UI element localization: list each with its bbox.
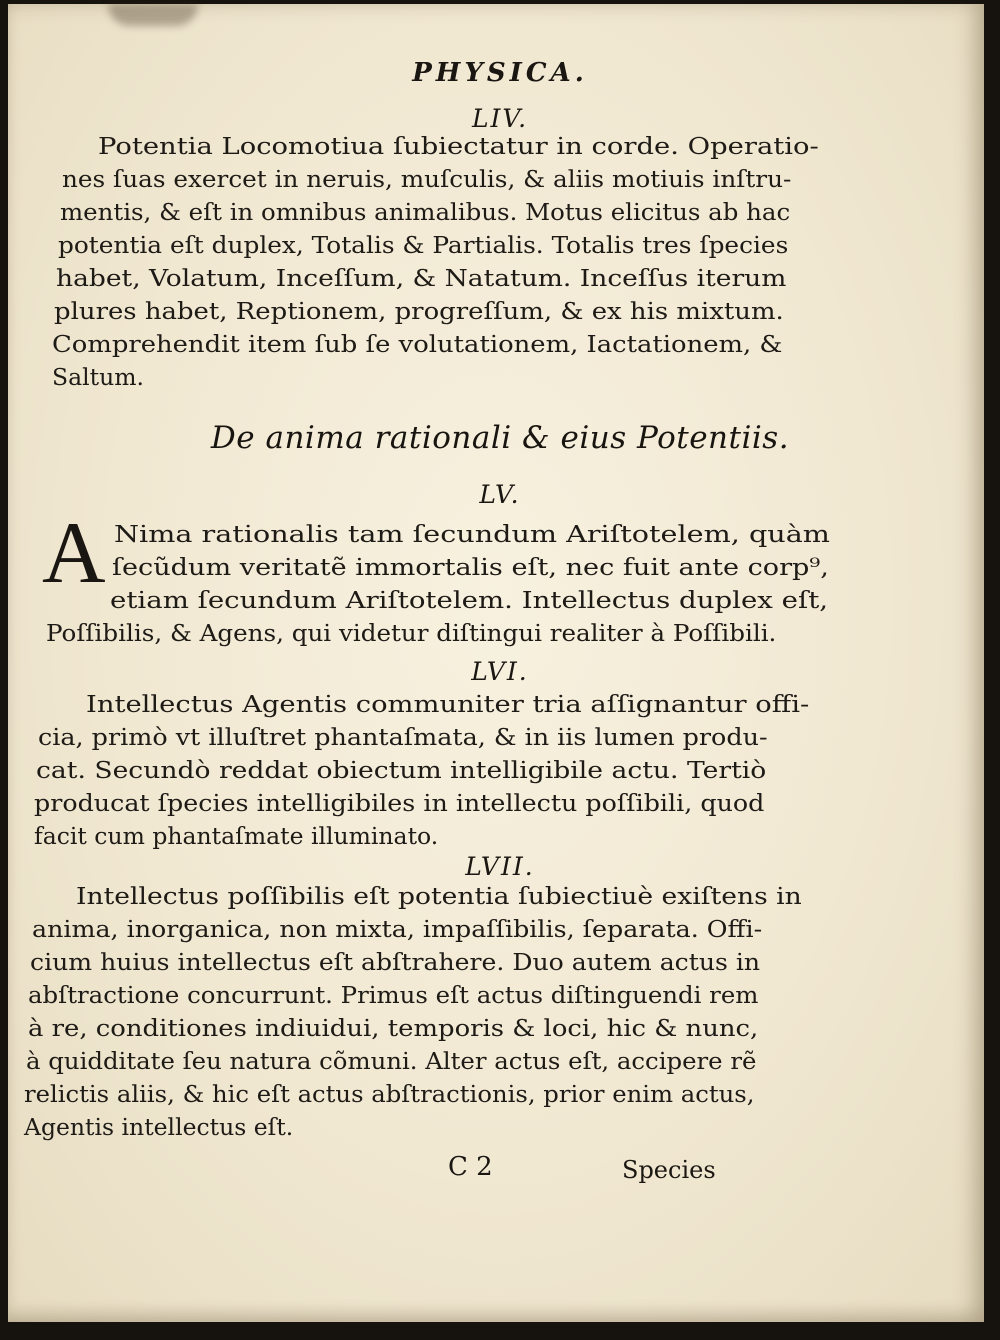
section-number-liv: LIV. [471, 104, 529, 133]
paragraph-line: producat ſpecies intelligibiles in intellectu poſſibili, quod [34, 789, 765, 817]
paragraph-line: Poſſibilis, & Agens, qui videtur diſtingui realiter à Poſſibili. [46, 619, 777, 647]
paragraph-line: mentis, & eſt in omnibus animalibus. Motus elicitus ab hac [60, 198, 791, 226]
paragraph-line: à re, conditiones indiuidui, temporis & loci, hic & nunc, [28, 1014, 759, 1042]
paragraph-line: plures habet, Reptionem, progreſſum, & ex his mixtum. [54, 297, 784, 325]
paragraph-line: facit cum phantaſmate illuminato. [34, 822, 439, 850]
paragraph-line: Saltum. [52, 363, 144, 391]
paragraph-line: nes ſuas exercet in neruis, muſculis, & aliis motiuis inſtru- [62, 165, 792, 193]
paragraph-line: potentia eſt duplex, Totalis & Partialis. Totalis tres ſpecies [58, 231, 789, 259]
paragraph-line: Intellectus Agentis communiter tria aſſignantur offi- [86, 690, 810, 718]
section-number-lv: LV. [479, 480, 521, 509]
paragraph-line: Potentia Locomotiua ſubiectatur in corde. Operatio- [98, 132, 819, 160]
paragraph-line: Intellectus poſſibilis eſt potentia ſubiectiuè exiſtens in [76, 882, 802, 910]
paragraph-line: cat. Secundò reddat obiectum intelligibile actu. Tertiò [36, 756, 767, 784]
paragraph-line: cium huius intellectus eſt abſtrahere. Duo autem actus in [30, 948, 761, 976]
paragraph-line: Agentis intellectus eſt. [24, 1113, 294, 1141]
paragraph-line: à quidditate ſeu natura cõmuni. Alter actus eſt, accipere rẽ [26, 1047, 757, 1075]
page-stain [108, 4, 198, 26]
signature-mark: C 2 [448, 1152, 493, 1182]
paragraph-line: Comprehendit item ſub ſe volutationem, Iactationem, & [52, 330, 783, 358]
paragraph-line: relictis aliis, & hic eſt actus abſtractionis, prior enim actus, [24, 1080, 755, 1108]
section-number-lvi: LVI. [471, 657, 529, 686]
paragraph-line: etiam ſecundum Ariſtotelem. Intellectus duplex eſt, [110, 586, 829, 614]
paragraph-line: Nima rationalis tam ſecundum Ariſtotelem, quàm [114, 520, 830, 548]
paragraph-line: ſecũdum veritatẽ immortalis eſt, nec fuit ante corp⁹, [112, 553, 829, 581]
running-head: PHYSICA. [412, 58, 588, 88]
drop-capital: A [42, 505, 106, 602]
paragraph-line: abſtractione concurrunt. Primus eſt actus diſtinguendi rem [28, 981, 759, 1009]
catchword: Species [622, 1156, 716, 1184]
paragraph-line: anima, inorganica, non mixta, impaſſibilis, ſeparata. Offi- [32, 915, 763, 943]
section-number-lvii: LVII. [465, 852, 535, 881]
paragraph-line: habet, Volatum, Inceſſum, & Natatum. Inceſſus iterum [56, 264, 787, 292]
paragraph-line: cia, primò vt illuſtret phantaſmata, & in iis lumen produ- [38, 723, 768, 751]
section-heading: De anima rationali & eius Potentiis. [210, 420, 790, 456]
